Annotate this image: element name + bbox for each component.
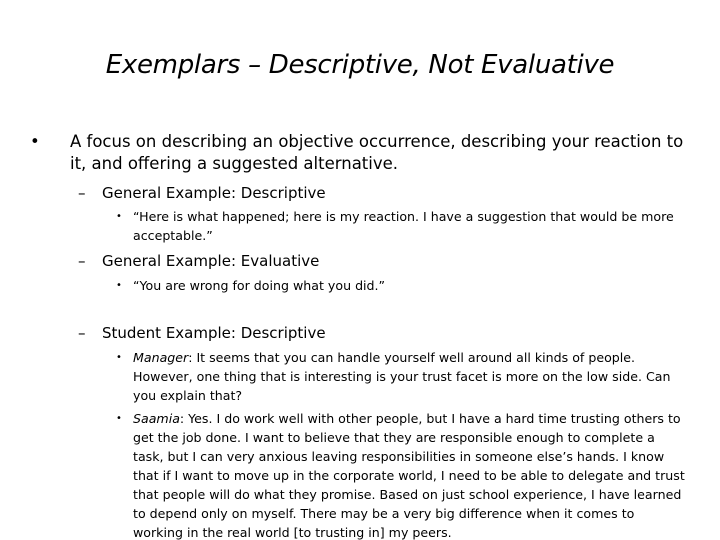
sub-bullet xyxy=(116,207,686,245)
sub-bullet-text: “Here is what happened; here is my reaction. I have a suggestion that would be more acceptable.” xyxy=(133,209,674,243)
bullet-icon: • xyxy=(116,413,122,424)
dialogue-text: : It seems that you can handle yourself well around all kinds of people. However, one thing that is interesting is your trust facet is more on the low side. Can you explain that? xyxy=(133,350,671,403)
slide-title: Exemplars – Descriptive, Not Evaluative xyxy=(105,50,615,80)
dash-icon: – xyxy=(78,324,86,342)
section-heading-text: General Example: Descriptive xyxy=(102,184,326,202)
main-bullet-text: A focus on describing an objective occurrence, describing your reaction to it, and offering a suggested alternative. xyxy=(70,132,684,173)
bullet-icon: • xyxy=(116,211,122,222)
speaker-name: Saamia xyxy=(133,411,180,426)
dash-icon: – xyxy=(78,252,86,270)
main-bullet xyxy=(30,131,684,175)
section-heading-text: Student Example: Descriptive xyxy=(102,324,326,342)
sub-bullet xyxy=(116,348,686,405)
dialogue-text: : Yes. I do work well with other people, but I have a hard time trusting others to get the job done. I want to believe that they are responsible enough to complete a task, but I can very anxious leaving responsibilities in someone else’s hands. I know that if I want to move up in the corporate world, I need to be able to delegate and trust that people will do what they promise. Based on just school experience, I have learned to depend only on myself. There may be a very big difference when it comes to working in the real world [to trusting in] my peers. xyxy=(133,411,685,540)
bullet-icon: • xyxy=(116,352,122,363)
bullet-icon: • xyxy=(116,280,122,291)
section-heading xyxy=(78,251,319,271)
speaker-name: Manager xyxy=(133,350,189,365)
section-heading xyxy=(78,323,326,343)
dash-icon: – xyxy=(78,184,86,202)
bullet-icon: • xyxy=(30,132,40,151)
sub-bullet xyxy=(116,276,686,295)
section-heading xyxy=(78,183,326,203)
sub-bullet xyxy=(116,409,686,540)
sub-bullet-text: “You are wrong for doing what you did.” xyxy=(133,278,386,293)
sub-bullet-text xyxy=(133,348,686,405)
sub-bullet-text xyxy=(133,409,686,540)
section-heading-text: General Example: Evaluative xyxy=(102,252,320,270)
